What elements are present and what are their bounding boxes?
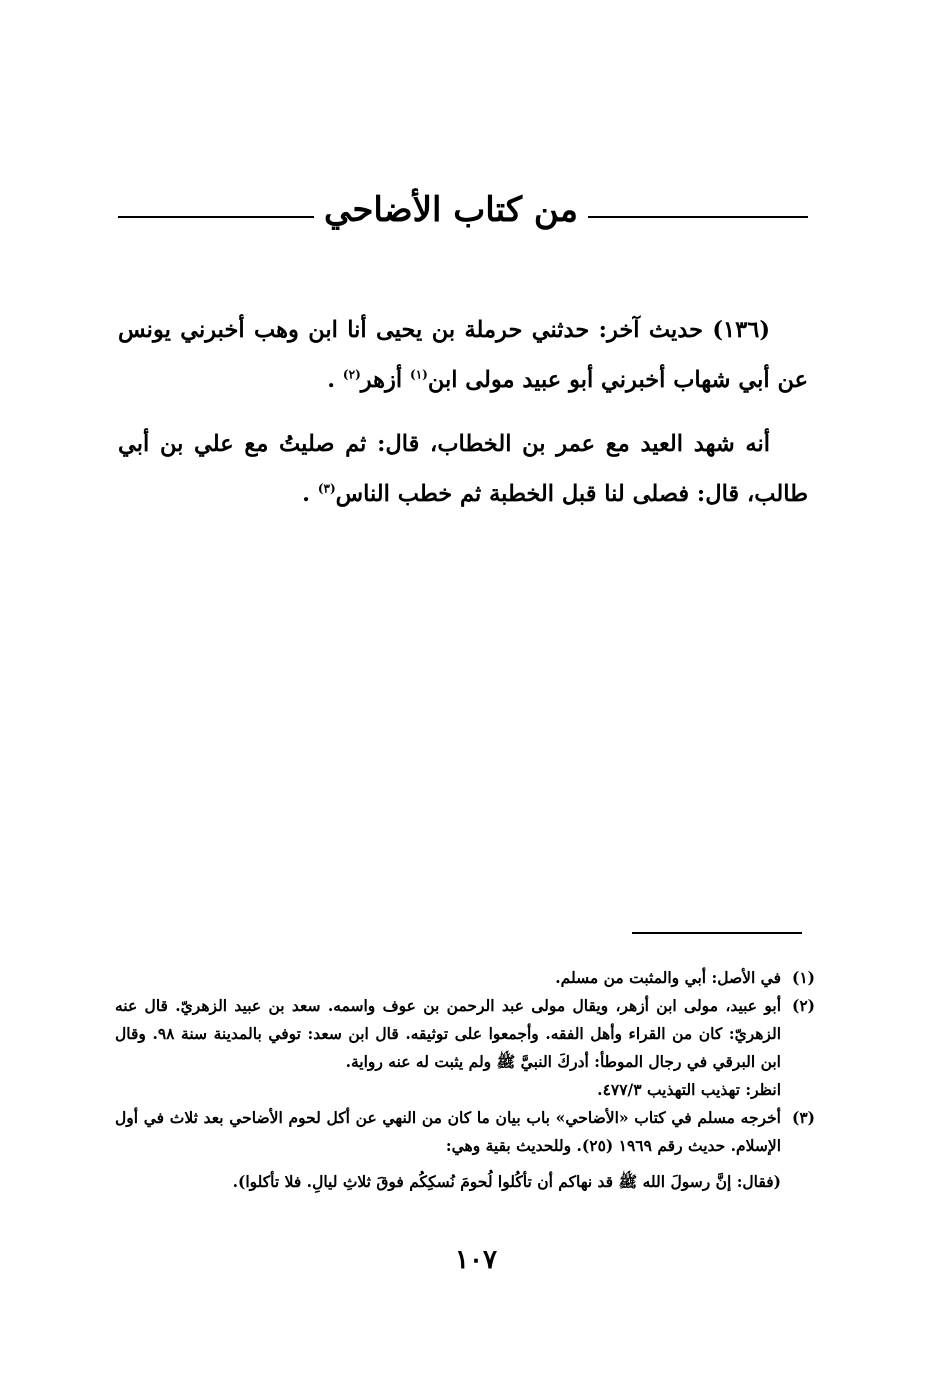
header-title: من كتاب الأضاحي [323, 190, 578, 230]
footnote-text-2: أبو عبيد، مولى ابن أزهر، ويقال مولى عبد الرحمن بن عوف واسمه. سعد بن عبيد الزهريّ. قال عنه الزهريّ: كان من القراء وأهل الفقه. وأجمعوا على توثيقه. قال ابن سعد: توفي بالمدينة سنة ٩٨. وقال ابن البرقي في رجال الموطأ: أدركَ النبيَّ ﷺ ولم يثبت له عنه رواية. [115, 996, 782, 1071]
footnotes [115, 964, 815, 1196]
footnote-text-2-ref: انظر: تهذيب التهذيب ٤٧٧/٣. [597, 1080, 781, 1099]
hadith-label: حديث آخر: [598, 317, 703, 343]
running-header [118, 180, 808, 240]
footnote-marker-3: (٣) [791, 1108, 815, 1127]
footnote-3-quote: (فقال: إنَّ رسولَ الله ﷺ قد نهاكم أن تأكُلوا لُحومَ نُسكِكُم فوقَ ثلاثِ ليالِ. فلا تأكلوا). [232, 1172, 781, 1191]
hadith-text-c: أنه شهد العيد مع عمر بن الخطاب، قال: ثم صليتُ مع علي بن أبي طالب، قال: فصلى لنا قبل الخطبة ثم خطب الناس [118, 431, 808, 507]
footnote-ref-2[interactable]: (٢) [342, 367, 361, 382]
hadith-end-mark: . [327, 367, 336, 393]
footnote-1 [115, 964, 815, 992]
hadith-text-b: أزهر [360, 367, 403, 393]
footnote-separator [632, 932, 802, 934]
header-rule-right [588, 216, 808, 218]
page-number: ١٠٧ [455, 1245, 497, 1275]
footnote-text-3: أخرجه مسلم في كتاب «الأضاحي» باب بيان ما كان من النهي عن أكل لحوم الأضاحي بعد ثلاث في أول الإسلام. حديث رقم ١٩٦٩ (٢٥). وللحديث بقية وهي: [115, 1108, 781, 1155]
main-text [118, 305, 808, 533]
footnote-text-1: في الأصل: أبي والمثبت من مسلم. [555, 968, 781, 987]
hadith-text-a: حدثني حرملة بن يحيى أنا ابن وهب أخبرني يونس عن أبي شهاب أخبرني أبو عبيد مولى ابن [118, 317, 808, 393]
hadith-end-mark-2: . [302, 481, 310, 507]
footnote-3 [115, 1104, 815, 1160]
footnote-ref-1[interactable]: (١) [410, 367, 428, 382]
hadith-paragraph-2 [118, 419, 808, 519]
hadith-paragraph-1 [118, 305, 808, 405]
footnote-marker-2: (٢) [791, 996, 815, 1015]
header-rule-left [118, 216, 314, 218]
hadith-number: (١٣٦) [712, 317, 770, 343]
footnote-2 [115, 992, 815, 1104]
footnote-marker-1: (١) [791, 968, 815, 987]
footnote-ref-3[interactable]: (٣) [317, 481, 336, 496]
